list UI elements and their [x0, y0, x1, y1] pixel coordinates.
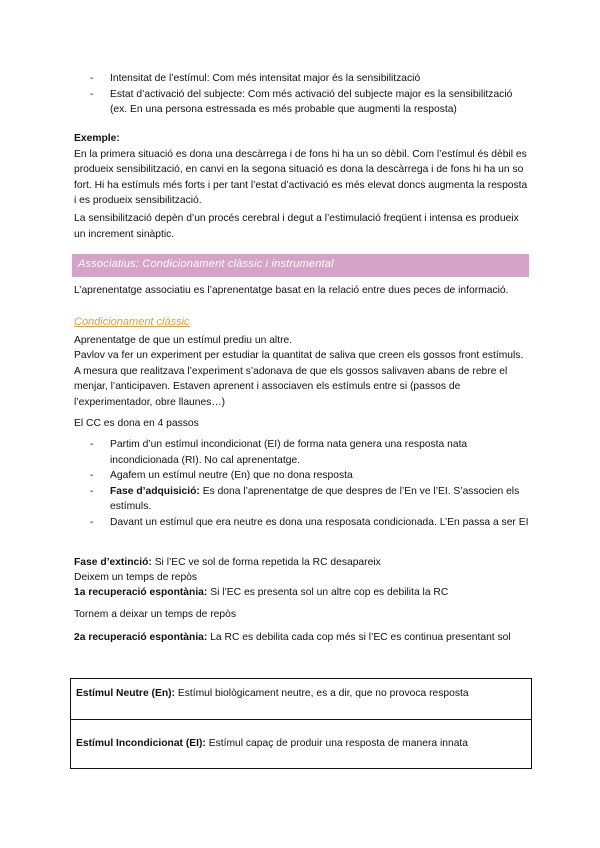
list-item: [90, 515, 530, 531]
intro-list: [90, 71, 520, 118]
example-section: [74, 131, 530, 209]
rest-2: Tornem a deixar un temps de repòs: [74, 609, 236, 620]
recovery-1: [74, 585, 530, 601]
recovery-1-text: Si l’EC es presenta sol un altre cop es debilita la RC: [207, 587, 449, 598]
list-item: - Estat d’activació del subjecte: Com més activació del subjecte major es la sensibilització (ex. En una persona estressada es més probable que augmenti la resposta): [90, 87, 520, 118]
recovery-2: [74, 630, 530, 646]
step-text: Agafem un estímul neutre (En) que no dona resposta: [110, 470, 353, 481]
table-row: [71, 679, 531, 719]
list-item: [90, 437, 530, 468]
steps-intro: El CC es dona en 4 passos: [74, 418, 199, 429]
classic-subheading: Condicionament clàssic: [74, 316, 190, 328]
list-item: [90, 468, 530, 484]
sensitization-note: La sensibilització depèn d’un procés cerebral i degut a l’estimulació freqüent i intensa es produeix un increment sinàptic.: [74, 213, 519, 240]
definition-term: Estímul Neutre (En):: [76, 688, 175, 699]
section-banner: [72, 254, 529, 277]
list-item: [90, 484, 530, 515]
list-item: - Intensitat de l’estímul: Com més intensitat major és la sensibilització: [90, 71, 520, 87]
definition-cell: [76, 688, 469, 699]
extinction-text: Si l’EC ve sol de forma repetida la RC desapareix: [151, 557, 381, 568]
step-bold: Fase d’adquisició:: [110, 485, 200, 497]
classic-paragraph-1: Aprenentatge de que un estímul prediu un altre.: [74, 335, 293, 346]
step-text: Partim d’un estímul incondicionat (EI) de forma nata genera una resposta nata incondicionada (RI). No cal aprenentatge.: [110, 439, 468, 466]
recovery-2-label: 2a recuperació espontània:: [74, 632, 208, 643]
extinction-phase: [74, 555, 530, 571]
recovery-2-text: La RC es debilita cada cop més si l’EC es continua presentant sol: [207, 632, 511, 643]
step-text: Davant un estímul que era neutre es dona una resposata condicionada. L’En passa a ser EI: [110, 516, 529, 528]
definitions-table: [70, 678, 532, 769]
definition-desc: Estímul capaç de produir una resposta de manera innata: [205, 738, 469, 749]
associative-definition: L’aprenentatge associatiu es l’aprenentatge basat en la relació entre dues peces de informació.: [74, 285, 509, 296]
example-text: En la primera situació es dona una descàrrega i de fons hi ha un so dèbil. Com l’estímul és dèbil es produeix sensibilització, en canvi en la segona situació es dona la descàrrega i de fons hi ha un so fort. Hi ha estímuls més forts i per tant l’estat d’activació es més elevat doncs augmenta la resposta i es produeix sensibilització.: [74, 148, 528, 206]
recovery-1-label: 1a recuperació espontània:: [74, 587, 208, 598]
example-heading: Exemple:: [74, 133, 120, 144]
step-text: Es dona l’aprenentatge de que despres de l’En ve l’EI. S’associen els estímuls.: [110, 485, 520, 512]
definition-desc: Estímul biològicament neutre, es a dir, que no provoca resposta: [174, 688, 469, 699]
classic-paragraph-2: Pavlov va fer un experiment per estudiar la quantitat de saliva que creen els gossos front estímuls. A mesura que realitzava l’experiment s’adonava de que els gossos salivaven abans de rebre el menjar, l’anticipaven. Estaven aprenent i associaven els estímuls entre si (passos de l’experimentador, obre llaunes…): [74, 350, 524, 408]
definition-term: Estímul Incondicionat (EI):: [76, 738, 206, 749]
rest-1: Deixem un temps de repòs: [74, 572, 198, 583]
definition-cell: [76, 738, 468, 749]
extinction-label: Fase d’extinció:: [74, 557, 152, 568]
steps-list: [90, 437, 530, 530]
table-row: [71, 719, 531, 768]
section-banner-title: Associatius: Condicionament clàssic i instrumental: [78, 258, 334, 270]
